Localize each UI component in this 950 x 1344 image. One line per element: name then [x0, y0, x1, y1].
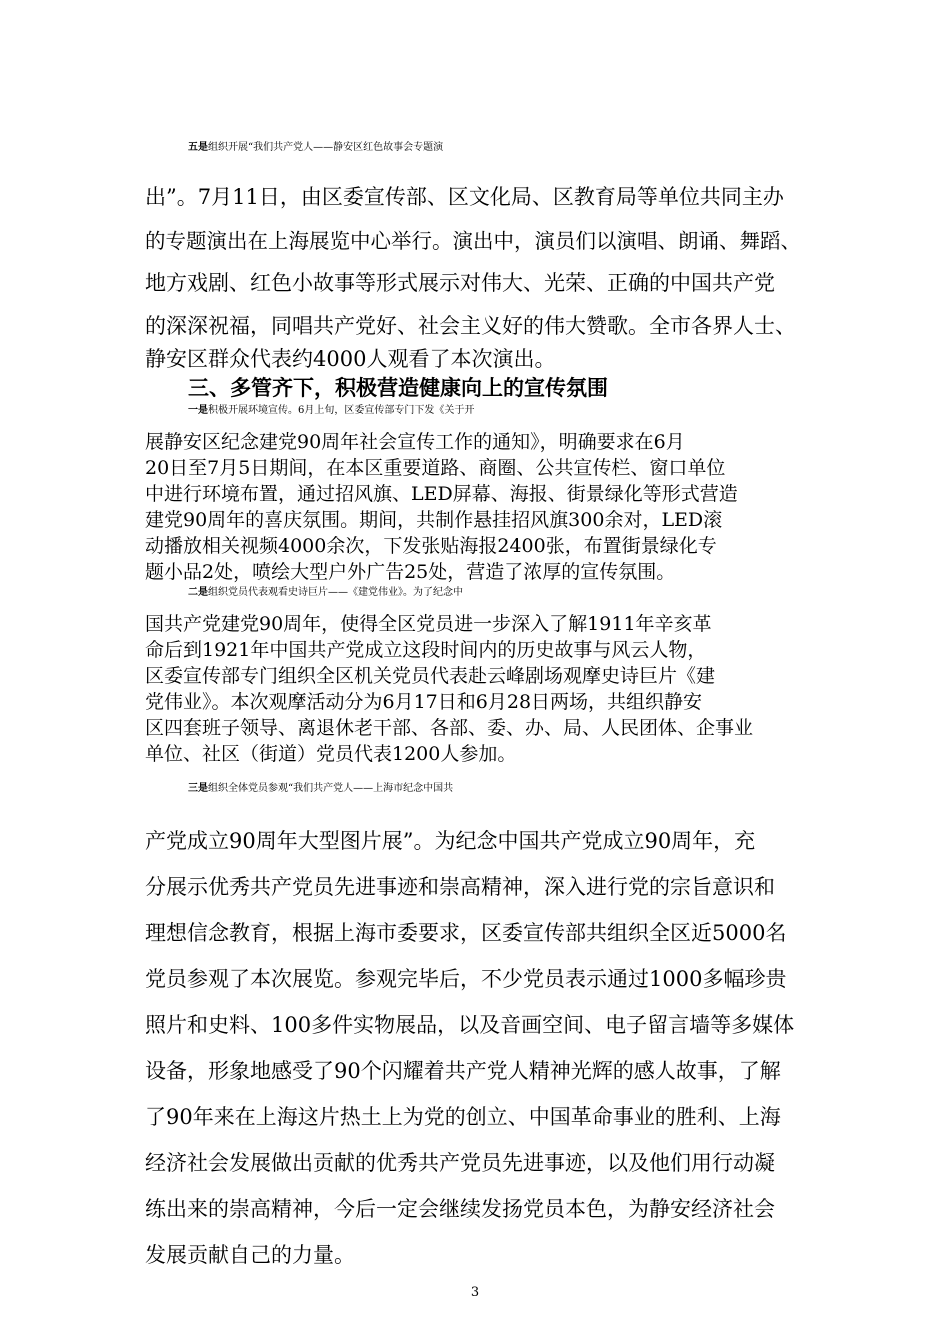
page-number: 3	[470, 1285, 480, 1300]
item-1-lead: 一是	[188, 405, 208, 416]
item-2-text: 组织党员代表观看史诗巨片——《建党伟业》。为了纪念中	[208, 587, 463, 598]
item-3-line-4: 理想信念教育，根据上海市委要求，区委宣传部共组织全区近5000名	[145, 921, 787, 945]
item-1-line-2: 展静安区纪念建党90周年社会宣传工作的通知》，明确要求在6月	[145, 431, 685, 453]
item-2-line-2: 国共产党建党90周年，使得全区党员进一步深入了解1911年辛亥革	[145, 613, 712, 635]
item-3-line-3: 分展示优秀共产党员先进事迹和崇高精神，深入进行党的宗旨意识和	[145, 875, 775, 899]
item-3-line-6: 照片和史料、100多件实物展品，以及音画空间、电子留言墙等多媒体	[145, 1013, 795, 1037]
paragraph-5-lead: 五是	[188, 142, 208, 153]
item-2-line-5: 党伟业》。本次观摩活动分为6月17日和6月28日两场，共组织静安	[145, 691, 703, 713]
item-1-text: 6月上旬，区委宣传部专门下发《关于开	[298, 405, 475, 416]
item-2-lead: 二是	[188, 587, 208, 598]
item-3-line-7: 设备，形象地感受了90个闪耀着共产党人精神光辉的感人故事，了解	[145, 1059, 781, 1083]
item-3-lead: 三是	[188, 783, 208, 794]
item-3-text: 组织全体党员参观“我们共产党人——上海市纪念中国共	[208, 783, 454, 794]
item-3-line-9: 经济社会发展做出贡献的优秀共产党员先进事迹，以及他们用行动凝	[145, 1151, 775, 1175]
item-1-lead-rest: 积极开展环境宣传。	[208, 405, 298, 416]
item-2-line-4: 区委宣传部专门组织全区机关党员代表赴云峰剧场观摩史诗巨片《建	[145, 665, 716, 687]
paragraph-5-line-2: 出”。7月11日，由区委宣传部、区文化局、区教育局等单位共同主办	[145, 185, 784, 209]
paragraph-5-line-5: 的深深祝福，同唱共产党好、社会主义好的伟大赞歌。全市各界人士、	[145, 314, 796, 338]
item-2-line-7: 单位、社区（街道）党员代表1200人参加。	[145, 743, 517, 765]
item-1-line-1	[188, 401, 853, 416]
paragraph-5-line-6: 静安区群众代表约4000人观看了本次演出。	[145, 347, 556, 371]
paragraph-5-line-4: 地方戏剧、红色小故事等形式展示对伟大、光荣、正确的中国共产党	[145, 271, 775, 295]
item-3-line-1	[188, 779, 853, 794]
item-1-line-7: 题小品2处，喷绘大型户外广告25处，营造了浓厚的宣传氛围。	[145, 561, 676, 583]
item-3-line-11: 发展贡献自己的力量。	[145, 1243, 355, 1267]
item-2-line-6: 区四套班子领导、离退休老干部、各部、委、办、局、人民团体、企事业	[145, 717, 754, 739]
item-1-line-6: 动播放相关视频4000余次，下发张贴海报2400张，布置街景绿化专	[145, 535, 717, 557]
item-3-line-2: 产党成立90周年大型图片展”。为纪念中国共产党成立90周年，充	[145, 829, 756, 853]
item-2-line-1	[188, 583, 853, 598]
item-1-line-4: 中进行环境布置，通过招风旗、LED屏幕、海报、街景绿化等形式营造	[145, 483, 738, 505]
item-1-line-5: 建党90周年的喜庆氛围。期间，共制作悬挂招风旗300余对，LED滚	[145, 509, 723, 531]
item-3-line-5: 党员参观了本次展览。参观完毕后，不少党员表示通过1000多幅珍贵	[145, 967, 787, 991]
paragraph-5-text: 组织开展“我们共产党人——静安区红色故事会专题演	[208, 142, 444, 153]
item-2-line-3: 命后到1921年中国共产党成立这段时间内的历史故事与风云人物，	[145, 639, 707, 661]
item-3-line-10: 练出来的崇高精神，今后一定会继续发扬党员本色，为静安经济社会	[145, 1197, 775, 1221]
paragraph-5-line-3: 的专题演出在上海展览中心举行。演出中，演员们以演唱、朗诵、舞蹈、	[145, 229, 801, 253]
item-3-line-8: 了90年来在上海这片热土上为党的创立、中国革命事业的胜利、上海	[145, 1105, 781, 1129]
section-3-heading: 三、多管齐下，积极营造健康向上的宣传氛围	[188, 375, 608, 400]
item-1-line-3: 20日至7月5日期间，在本区重要道路、商圈、公共宣传栏、窗口单位	[145, 457, 726, 479]
paragraph-5-line-1	[188, 138, 853, 153]
